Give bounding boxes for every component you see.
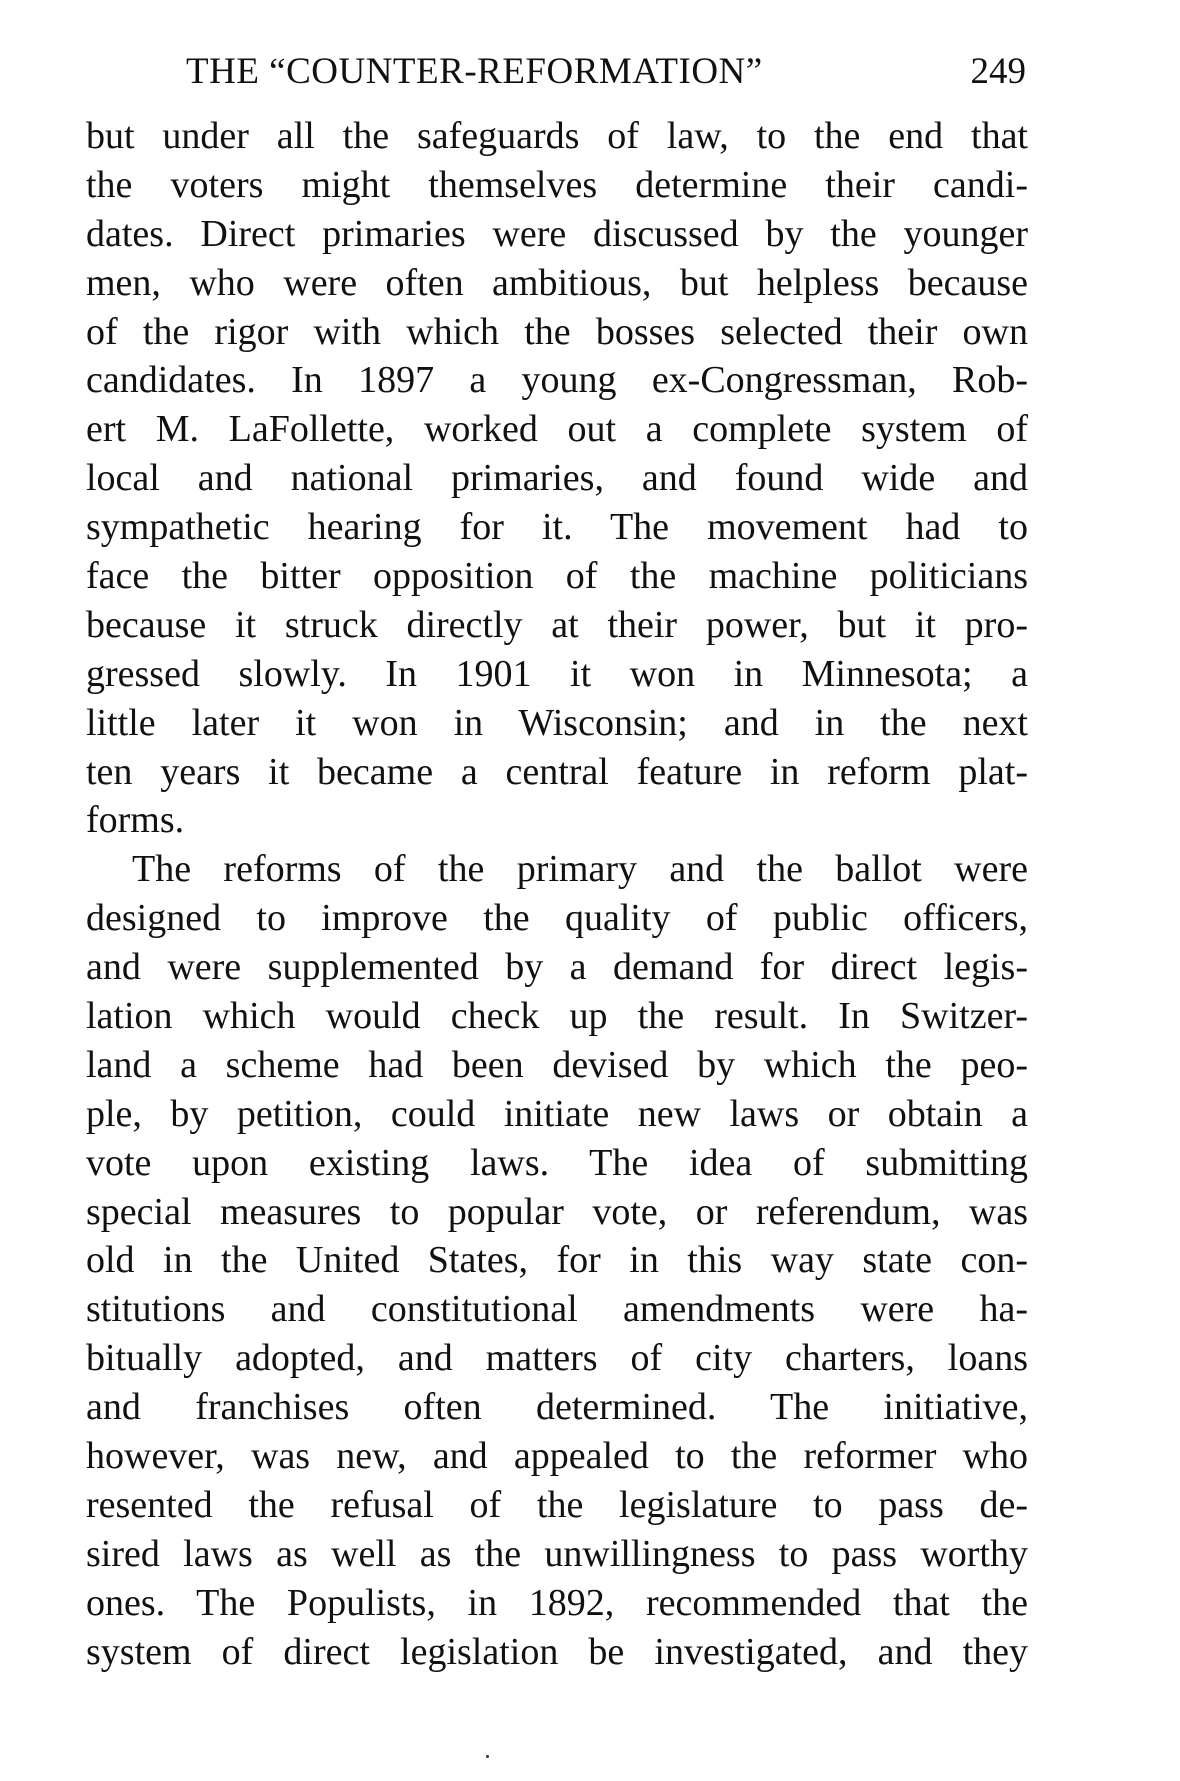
text-line: designed to improve the quality of public officers, [86, 897, 1028, 940]
text-line: lation which would check up the result. In Switzer- [86, 995, 1028, 1038]
text-line: face the bitter opposition of the machine politicians [86, 555, 1028, 598]
text-line: and were supplemented by a demand for direct legis- [86, 946, 1028, 989]
text-line: of the rigor with which the bosses selected their own [86, 310, 1028, 353]
text-line: ple, by petition, could initiate new laws or obtain a [86, 1092, 1028, 1135]
text-line: ert M. LaFollette, worked out a complete system of [86, 408, 1028, 451]
running-title: THE “COUNTER-REFORMATION” [186, 51, 763, 92]
paragraph-2 [86, 845, 1028, 1676]
text-line: sired laws as well as the unwillingness to pass worthy [86, 1532, 1028, 1575]
text-line: and franchises often determined. The initiative, [86, 1386, 1028, 1429]
text-line: sympathetic hearing for it. The movement had to [86, 506, 1028, 549]
text-line: gressed slowly. In 1901 it won in Minnesota; a [86, 652, 1028, 695]
text-line: old in the United States, for in this way state con- [86, 1239, 1028, 1282]
text-line: The reforms of the primary and the ballot were [132, 848, 1028, 891]
text-line: however, was new, and appealed to the reformer who [86, 1435, 1028, 1478]
text-line: vote upon existing laws. The idea of submitting [86, 1141, 1028, 1184]
text-line: special measures to popular vote, or referendum, was [86, 1190, 1028, 1233]
text-line: forms. [86, 799, 185, 842]
text-line: local and national primaries, and found wide and [86, 457, 1028, 500]
body-text [86, 112, 1028, 1677]
text-line: men, who were often ambitious, but helpless because [86, 261, 1028, 304]
text-line: because it struck directly at their power, but it pro- [86, 603, 1028, 646]
text-line: ones. The Populists, in 1892, recommended that the [86, 1581, 1028, 1624]
text-line: the voters might themselves determine their candi- [86, 163, 1028, 206]
text-line: land a scheme had been devised by which the peo- [86, 1043, 1028, 1086]
text-line: ten years it became a central feature in reform plat- [86, 750, 1028, 793]
text-line: resented the refusal of the legislature to pass de- [86, 1483, 1028, 1526]
text-line: little later it won in Wisconsin; and in the next [86, 701, 1028, 744]
text-line: system of direct legislation be investigated, and they [86, 1630, 1028, 1673]
running-head [86, 42, 1026, 100]
text-line: but under all the safeguards of law, to the end that [86, 115, 1028, 157]
text-line: stitutions and constitutional amendments were ha- [86, 1288, 1028, 1331]
paragraph-1 [86, 112, 1028, 845]
page-number: 249 [970, 51, 1026, 92]
text-line: candidates. In 1897 a young ex-Congressman, Rob- [86, 359, 1028, 402]
text-line: dates. Direct primaries were discussed by the younger [86, 212, 1028, 255]
print-speck [486, 1755, 489, 1758]
text-line: bitually adopted, and matters of city charters, loans [86, 1337, 1028, 1380]
